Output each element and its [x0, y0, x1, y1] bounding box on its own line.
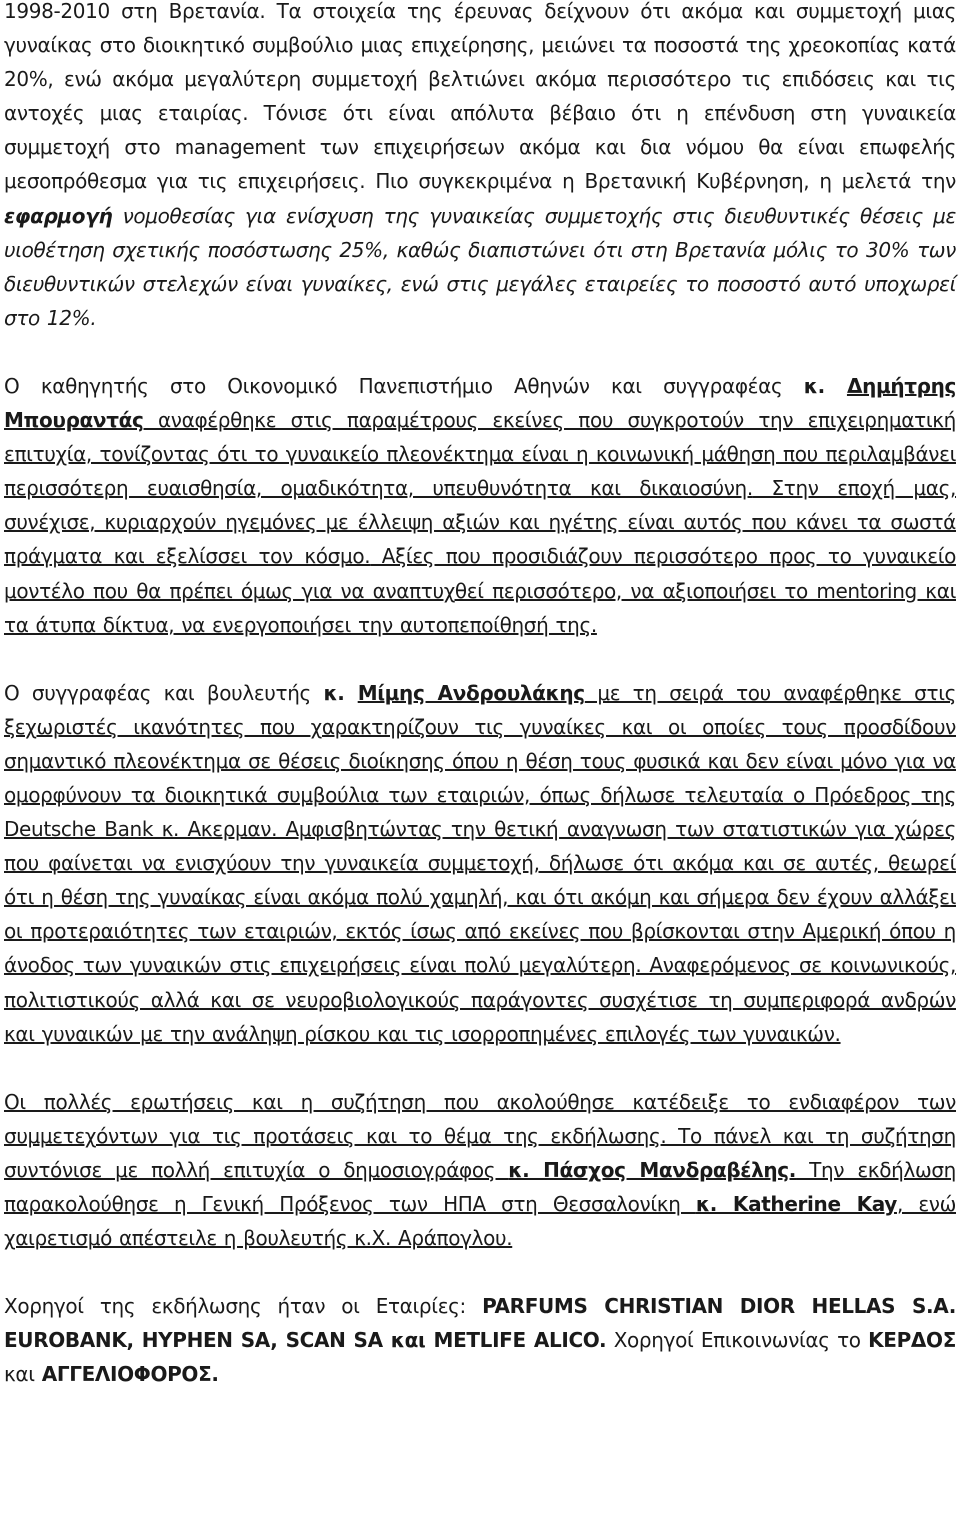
bold-run: κ.	[803, 373, 847, 398]
text-run: Ο συγγραφέας και βουλευτής	[4, 680, 324, 705]
text-run: Χορηγοί Επικοινωνίας το	[606, 1328, 869, 1353]
paragraph-sponsors	[4, 1289, 956, 1391]
underlined-run: Στην εποχή μας, συνέχισε, κυριαρχούν ηγεμόνες με έλλειψη αξιών και ηγέτης είναι αυτός που κάνει τα σωστά πράγματα και εξελίσσει τον κόσμο.	[4, 476, 956, 569]
text-run: και	[4, 1362, 42, 1387]
italic-bold-run: εφαρμογή	[4, 203, 113, 228]
underlined-run: , ενώ χαιρετισμό απέστειλε η βουλευτής κ.Χ. Αράπογλου.	[4, 1192, 956, 1251]
underlined-run: αναφέρθηκε στις παραμέτρους εκείνες που συγκροτούν την επιχειρηματική επιτυχία, τονίζοντας ότι το γυναικείο πλεονέκτημα είναι η κοινωνική μάθηση που περιλαμβάνει περισσότερη ευαισθησία, ομαδικότητα, υπευθυνότητα και δικαιοσύνη.	[4, 408, 956, 501]
underlined-run: Αξίες που προσιδιάζουν περισσότερο προς το γυναικείο μοντέλο που θα πρέπει όμως για να αναπτυχθεί περισσότερο, να αξιοποιήσει το mentoring και τα άτυπα δίκτυα, να ενεργοποιήσει την αυτοπεποίθησή της.	[4, 544, 956, 637]
document-page	[4, 0, 956, 1391]
consul-name: κ. Katherine Kay	[695, 1192, 897, 1216]
paragraph-discussion	[4, 1085, 956, 1255]
italic-run: νομοθεσίας για ενίσχυση της γυναικείας συμμετοχής στις διευθυντικές θέσεις με υιοθέτηση σχετικής ποσόστωσης 25%, καθώς διαπιστώνει ότι στη Βρετανία μόλις το 30% των διευθυντικών στελεχών είναι γυναίκες, ενώ στις μεγάλες εταιρείες το ποσοστό αυτό υποχωρεί στο 12%.	[4, 203, 956, 330]
underlined-run: με τη σειρά του αναφέρθηκε στις ξεχωριστές ικανότητες που χαρακτηρίζουν τις γυναίκες και οι οποίες τους προσδίδουν σημαντικό πλεονέκτημα σε θέσεις διοίκησης όπου η θέση τους φυσικά και δεν είναι μόνο για να ομορφύνουν τα διοικητικά συμβούλια των εταιριών, όπως δήλωσε τελευταία ο Πρόεδρος της Deutsche Bank κ. Ακερμαν. Αμφισβητώντας την θετική αναγνωση των στατιστικών για χώρες που φαίνεται να ενισχύουν την γυναικεία συμμετοχή, δήλωσε ότι ακόμα και σε αυτές, θεωρεί ότι η θέση της γυναίκας είναι ακόμα πολύ χαμηλή, και ότι ακόμη και σήμερα δεν έχουν αλλάξει οι προτεραιότητες των εταιριών, εκτός ίσως από εκείνες που βρίσκονται στην Αμερική όπου η άνοδος των γυναικών στις επιχειρήσεις είναι πολύ μεγαλύτερη. Αναφερόμενος σε κοινωνικούς, πολιτιστικούς αλλά και σε νευροβιολογικούς παράγοντες συσχέτισε τη συμπεριφορά ανδρών και γυναικών με την ανάληψη ρίσκου και τις ισορροπημένες επιλογές των γυναικών.	[4, 680, 957, 1046]
paragraph-gap	[4, 642, 956, 676]
text-run: Χορηγοί της εκδήλωσης ήταν οι Εταιρίες:	[4, 1294, 483, 1319]
speaker-name-androulakis: Μίμης Ανδρουλάκης	[357, 680, 585, 705]
text-run: 1998-2010 στη Βρετανία. Τα στοιχεία της έρευνας δείχνουν ότι ακόμα και συμμετοχή μιας γυναίκας στο διοικητικό συμβούλιο μιας επιχείρησης, μειώνει τα ποσοστά της χρεοκοπίας κατά 20%, ενώ ακόμα μεγαλύτερη συμμετοχή βελτιώνει ακόμα περισσότερο τις επιδόσεις και τις αντοχές μιας εταιρίας. Τόνισε ότι είναι απόλυτα βέβαιο ότι η επένδυση στη γυναικεία συμμετοχή στο management των επιχειρήσεων ακόμα και δια νόμου θα είναι επωφελής μεσοπρόθεσμα για τις επιχειρήσεις. Πιο συγκεκριμένα η Βρετανική Κυβέρνηση, η μελετά την	[4, 0, 956, 194]
underlined-run: Οι πολλές ερωτήσεις και η συζήτηση που ακολούθησε κατέδειξε το ενδιαφέρον των συμμετεχόντων για τις προτάσεις και το θέμα της εκδήλωσης. Το πάνελ και τη συζήτηση συντόνισε με πολλή επιτυχία ο δημοσιογράφος	[4, 1089, 956, 1182]
sponsor-list: PARFUMS CHRISTIAN DIOR HELLAS S.A. EUROBANK, HYPHEN SA, SCAN SA και METLIFE ALICO.	[4, 1294, 956, 1353]
underlined-run: Την εκδήλωση παρακολούθησε η Γενική Πρόξενος των ΗΠΑ στη Θεσσαλονίκη	[4, 1157, 956, 1216]
moderator-name: κ. Πάσχος Μανδραβέλης.	[508, 1157, 797, 1182]
paragraph-androulakis	[4, 676, 956, 1051]
paragraph-research-findings	[4, 0, 956, 335]
paragraph-bourantas	[4, 369, 956, 642]
paragraph-gap	[4, 335, 956, 369]
paragraph-gap	[4, 1051, 956, 1085]
text-run: Ο καθηγητής στο Οικονομικό Πανεπιστήμιο Αθηνών και συγγραφέας	[4, 373, 804, 398]
speaker-name-bourantas: Δημήτρης Μπουραντάς	[4, 373, 956, 433]
media-sponsor-aggelioforos: ΑΓΓΕΛΙΟΦΟΡΟΣ.	[41, 1362, 219, 1387]
paragraph-gap	[4, 1255, 956, 1289]
media-sponsor-kerdos: ΚΕΡΔΟΣ	[868, 1328, 957, 1353]
bold-run: κ.	[323, 680, 358, 705]
